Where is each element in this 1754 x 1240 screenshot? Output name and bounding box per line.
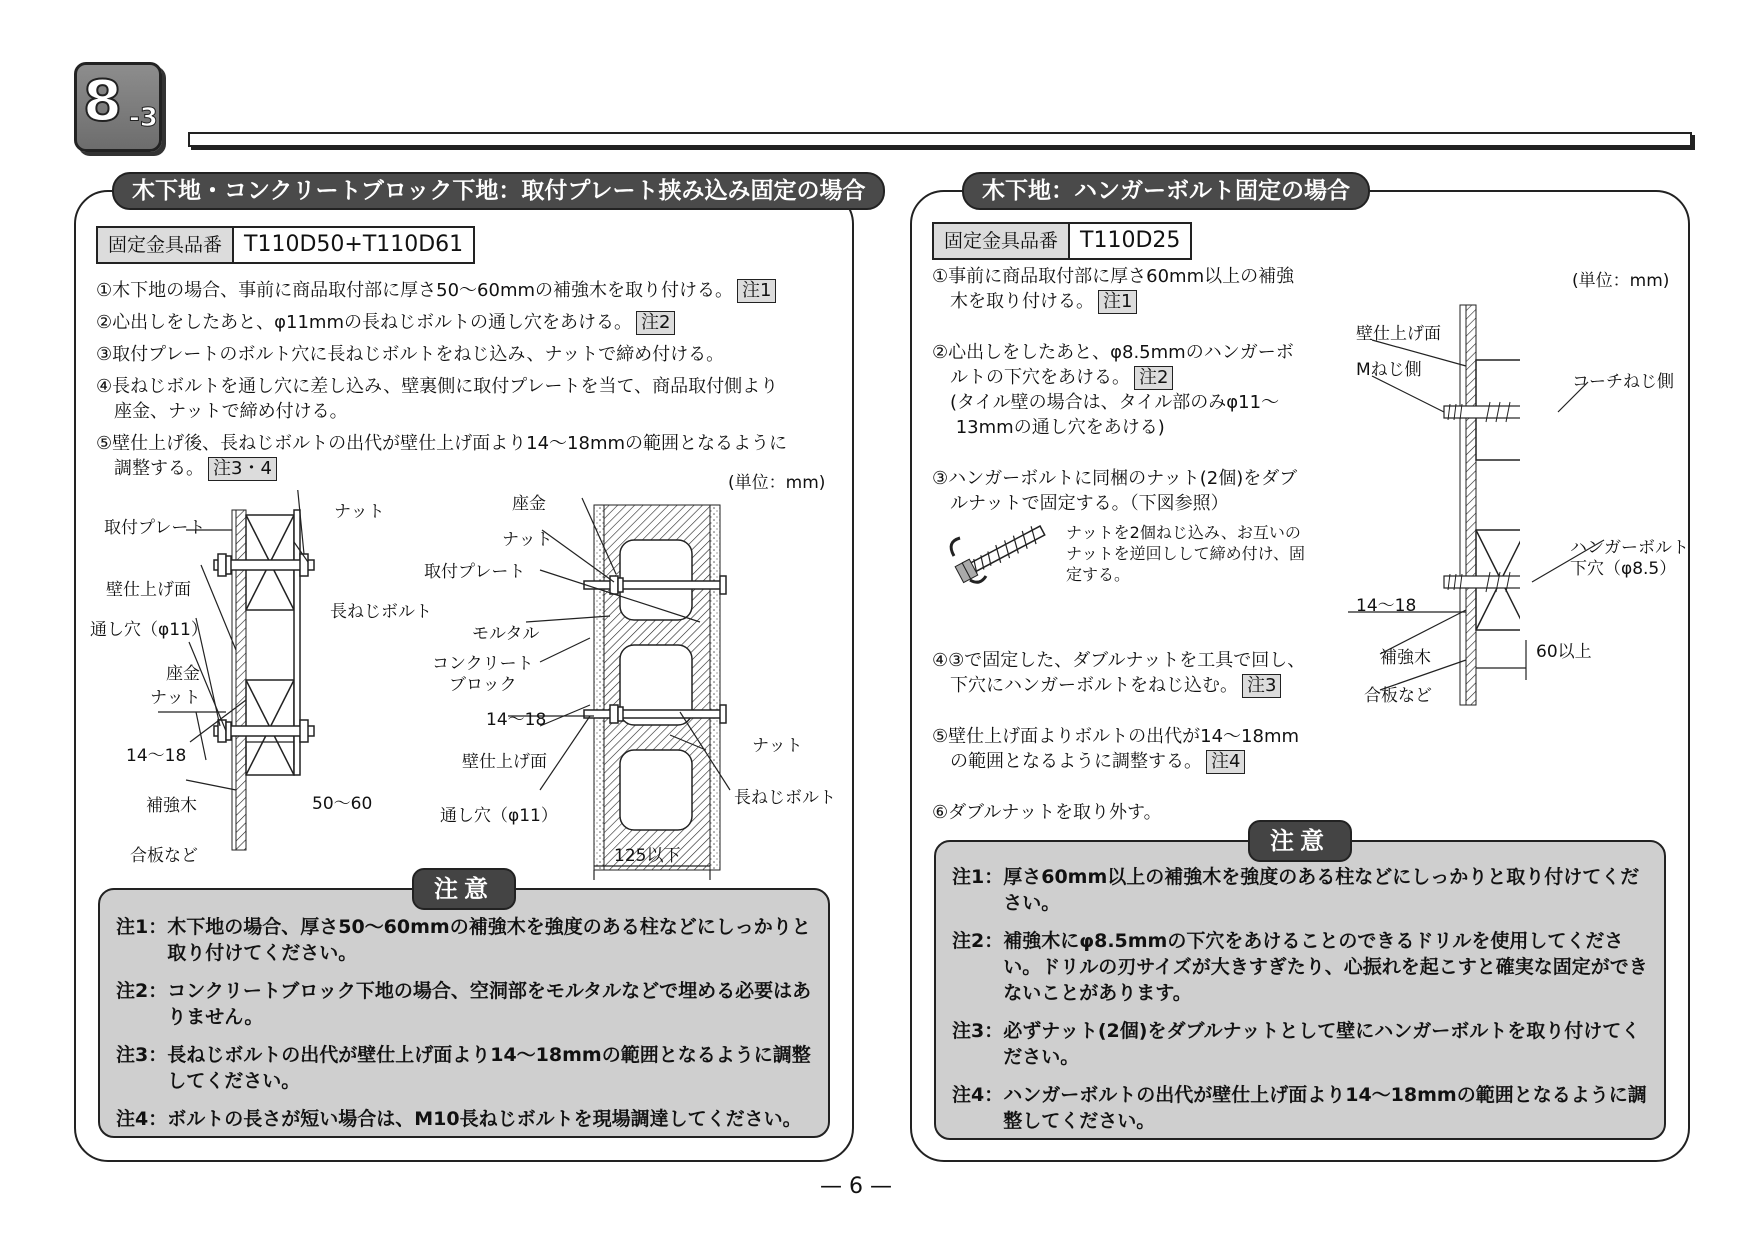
step: ③ハンガーボルトに同梱のナット(2個)をダブ ルナットで固定する。（下図参照）	[932, 468, 1298, 514]
right-caution-notes	[952, 864, 1652, 1134]
step: ⑤壁仕上げ面よりボルトの出代が14〜18mm の範囲となるように調整する。 注4	[932, 726, 1300, 772]
step: ①事前に商品取付部に厚さ60mm以上の補強 木を取り付ける。 注1	[932, 266, 1295, 312]
label-nut-3: ナット	[752, 736, 803, 756]
step: ④長ねじボルトを通し穴に差し込み、壁裏側に取付プレートを当て、商品取付側より 座金、ナットで締め付ける。	[96, 376, 779, 422]
left-steps	[96, 278, 846, 481]
left-panel-title: 木下地・コンクリートブロック下地：取付プレート挟み込み固定の場合	[112, 172, 885, 210]
left-caution-title: 注意	[412, 868, 516, 910]
wood-substrate-diagram	[86, 490, 446, 870]
label-wall-face: 壁仕上げ面	[106, 580, 191, 600]
step: ④③で固定した、ダブルナットを工具で回し、 下穴にハンガーボルトをねじ込む。 注3	[932, 650, 1306, 696]
left-caution-notes	[116, 914, 816, 1132]
label-wall-face-2: 壁仕上げ面	[462, 752, 547, 772]
label-plate: 取付プレート	[104, 518, 206, 538]
bolt-note: ナットを2個ねじ込み、お互いの ナットを逆回しして締め付け、固 定する。	[1066, 523, 1306, 584]
hanger-bolt-icon	[940, 518, 1060, 588]
step: ①木下地の場合、事前に商品取付部に厚さ50〜60mmの補強木を取り付ける。 注1	[96, 278, 846, 303]
label-wall-face-3: 壁仕上げ面	[1356, 324, 1441, 344]
step: (タイル壁の場合は、タイル部のみφ11〜 13mmの通し穴をあける)	[949, 392, 1280, 438]
label-plywood-2: 合板など	[1364, 686, 1432, 706]
section-badge	[74, 62, 162, 152]
label-washer: 座金	[166, 664, 200, 684]
label-plywood: 合板など	[130, 846, 198, 866]
label-mortar: モルタル	[472, 624, 540, 644]
label-nut-2: ナット	[502, 530, 553, 550]
right-caution-title: 注意	[1248, 820, 1352, 862]
section-sub-number: -3	[129, 103, 158, 133]
label-long-bolt-2: 長ねじボルト	[734, 788, 836, 808]
label-plate-2: 取付プレート	[424, 562, 526, 582]
note-ref-tag: 注3	[1242, 674, 1281, 698]
step: ⑥ダブルナットを取り外す。	[932, 802, 1162, 823]
label-block: コンクリート ブロック	[432, 654, 534, 695]
caution-note: 注2： 補強木にφ8.5mmの下穴をあけることのできるドリルを使用してください。ドリルの刃サイズが大きすぎたり、心振れを起こすと確実な固定ができないことがあります。	[952, 930, 1648, 1004]
step: ②心出しをしたあと、φ11mmの長ねじボルトの通し穴をあける。 注2	[96, 310, 846, 335]
label-hanger-hole: ハンガーボルト 下穴（φ8.5）	[1570, 538, 1689, 579]
label-dim-60: 60以上	[1536, 642, 1592, 662]
note-ref-tag: 注1	[1098, 290, 1137, 314]
note-ref-tag: 注2	[1134, 366, 1173, 390]
caution-note: 注3： 必ずナット(2個)をダブルナットとして壁にハンガーボルトを取り付けてください。	[952, 1020, 1641, 1068]
label-hole-2: 通し穴（φ11）	[440, 806, 558, 826]
note-ref-tag: 注1	[737, 279, 776, 303]
unit-label: (単位：mm)	[728, 473, 826, 493]
label-reinforce: 補強木	[146, 796, 197, 816]
label-nut: ナット	[150, 688, 201, 708]
label-hole: 通し穴（φ11）	[90, 620, 208, 640]
caution-note: 注3： 長ねじボルトの出代が壁仕上げ面より14〜18mmの範囲となるように調整してください。	[116, 1044, 811, 1092]
note-ref-tag: 注3・4	[208, 457, 277, 481]
label-m-side: Mねじ側	[1356, 360, 1422, 380]
right-panel-title: 木下地：ハンガーボルト固定の場合	[962, 172, 1370, 210]
page-number: — 6 —	[820, 1174, 892, 1199]
caution-note: 注4： ハンガーボルトの出代が壁仕上げ面より14〜18mmの範囲となるように調整してください。	[952, 1084, 1647, 1132]
left-part-number	[96, 226, 475, 264]
part-number-value: T110D50+T110D61	[244, 232, 464, 257]
label-dim-14-18-3: 14〜18	[1356, 596, 1417, 616]
note-ref-tag: 注4	[1206, 750, 1245, 774]
part-number-label: 固定金具品番	[934, 224, 1070, 258]
right-part-number	[932, 222, 1192, 260]
step: ⑤壁仕上げ後、長ねじボルトの出代が壁仕上げ面より14〜18mmの範囲となるように 調整する。 注3・4	[96, 433, 788, 479]
caution-note: 注2： コンクリートブロック下地の場合、空洞部をモルタルなどで埋める必要はありません。	[116, 980, 812, 1028]
label-reinforce-2: 補強木	[1380, 648, 1431, 668]
section-number: 8	[83, 69, 122, 134]
label-dim-14-18-2: 14〜18	[486, 710, 547, 730]
caution-note: 注1： 木下地の場合、厚さ50〜60mmの補強木を強度のある柱などにしっかりと取り付けてください。	[116, 916, 811, 964]
header-rule	[188, 132, 1692, 147]
label-dim-125: 125以下	[614, 846, 681, 866]
note-ref-tag: 注2	[636, 311, 675, 335]
part-number-value: T110D25	[1080, 228, 1181, 253]
label-coach-side: コーチねじ側	[1572, 372, 1674, 392]
label-long-bolt: 長ねじボルト	[330, 602, 432, 622]
label-washer-2: 座金	[512, 494, 546, 514]
part-number-label: 固定金具品番	[98, 228, 234, 262]
label-dim-50-60: 50〜60	[312, 794, 373, 814]
caution-note: 注1： 厚さ60mm以上の補強木を強度のある柱などにしっかりと取り付けてください。	[952, 866, 1640, 914]
label-dim-14-18: 14〜18	[126, 746, 187, 766]
caution-note: 注4： ボルトの長さが短い場合は、M10長ねじボルトを現場調達してください。	[116, 1108, 802, 1130]
label-nut-top: ナット	[334, 502, 385, 522]
unit-label: (単位：mm)	[1572, 271, 1670, 291]
step: ②心出しをしたあと、φ8.5mmのハンガーボ ルトの下穴をあける。 注2	[932, 342, 1294, 388]
step: ③取付プレートのボルト穴に長ねじボルトをねじ込み、ナットで締め付ける。	[96, 344, 725, 365]
